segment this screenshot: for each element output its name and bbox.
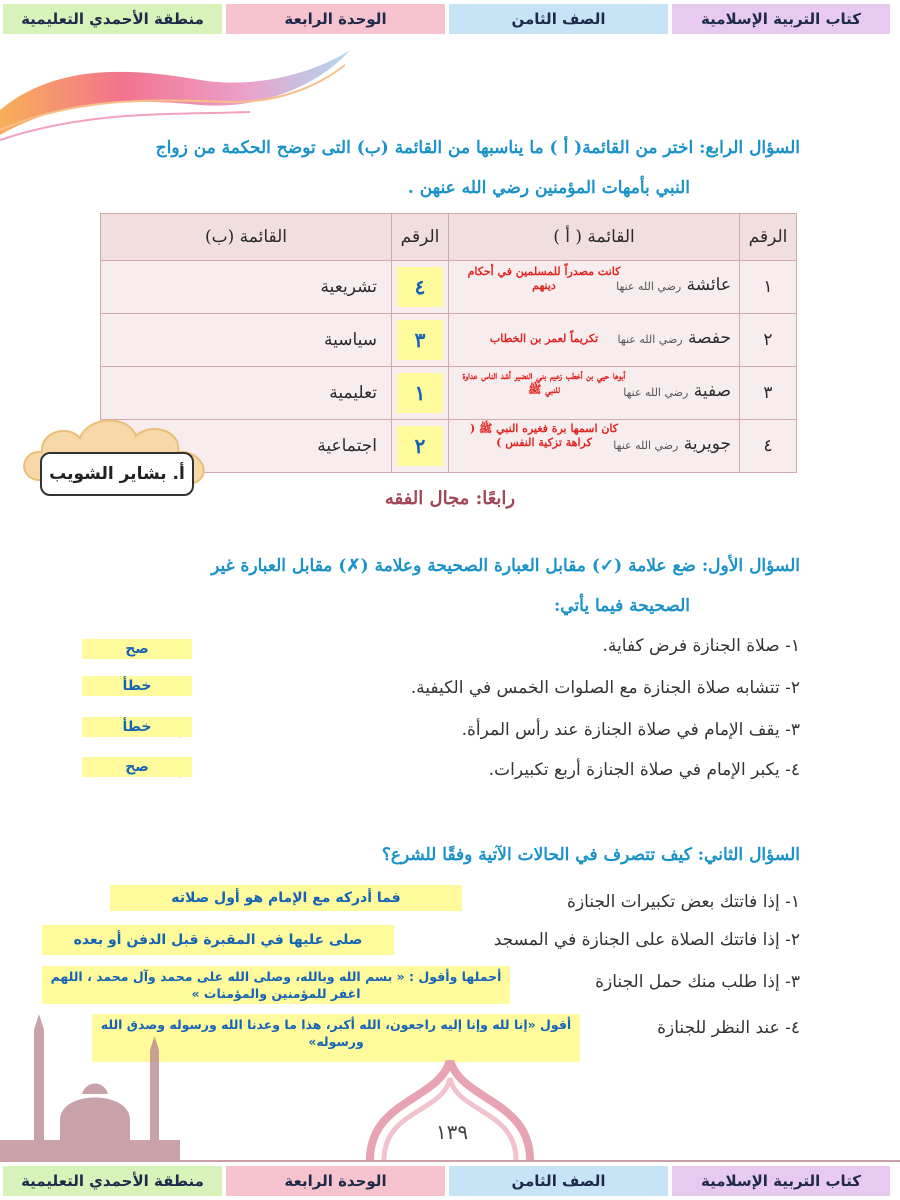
row-name — [619, 381, 731, 401]
q2-answer-3: أحملها وأقول : « بسم الله وبالله، وصلى الله على محمد وآل محمد ، اللهم اغفر للمؤمنين والمؤمنات » — [42, 966, 510, 1004]
wife-name: عائشة — [686, 275, 731, 295]
row-list-a — [449, 314, 740, 367]
header-book-title: كتاب التربية الإسلامية — [672, 4, 890, 34]
row-list-a — [449, 420, 740, 473]
wife-name: جويرية — [683, 434, 731, 454]
row-name — [614, 328, 731, 348]
page-number: ١٣٩ — [435, 1120, 469, 1144]
q2-answer-2: صلى عليها في المقبرة قبل الدفن أو بعده — [42, 925, 394, 955]
q1-answer-1: صح — [82, 639, 192, 659]
footer-unit: الوحدة الرابعة — [226, 1166, 445, 1196]
answer-box: ٣ — [397, 320, 443, 360]
row-num: ٢ — [740, 314, 797, 367]
q1-item-4: ٤- يكبر الإمام في صلاة الجنازة أربع تكبيرات. — [488, 760, 800, 780]
q1-answer-3: خطأ — [82, 717, 192, 737]
honorific: رضي الله عنها — [616, 280, 682, 293]
question1-line1: السؤال الأول: ضع علامة (✓) مقابل العبارة الصحيحة وعلامة (✗) مقابل العبارة غير — [211, 556, 800, 576]
q1-item-2: ٢- تتشابه صلاة الجنازة مع الصلوات الخمس في الكيفية. — [410, 678, 800, 698]
question2-title: السؤال الثاني: كيف تتصرف في الحالات الآتية وفقًا للشرع؟ — [381, 845, 800, 865]
table-row — [101, 314, 797, 367]
row-list-b: تعليمية — [101, 367, 392, 420]
header-grade: الصف الثامن — [449, 4, 668, 34]
row-note: كان اسمها برة فغيره النبي ﷺ ( كراهة تزكية النفس ) — [469, 422, 619, 449]
q2-item-2: ٢- إذا فاتتك الصلاة على الجنازة في المسجد — [493, 930, 800, 950]
footer-divider — [0, 1160, 900, 1162]
row-list-b: تشريعية — [101, 261, 392, 314]
footer-zone: منطقة الأحمدي التعليمية — [3, 1166, 222, 1196]
honorific: رضي الله عنها — [617, 333, 683, 346]
answer-box: ٤ — [397, 267, 443, 307]
row-note: تكريماً لعمر بن الخطاب — [489, 332, 599, 345]
header-bar — [0, 4, 900, 34]
answer-box: ١ — [397, 373, 443, 413]
question1-line2: الصحيحة فيما يأتي: — [553, 596, 690, 616]
question4-line1: السؤال الرابع: اختر من القائمة( أ ) ما يناسبها من القائمة (ب) التى توضح الحكمة من زواج — [155, 138, 800, 158]
q1-item-1: ١- صلاة الجنازة فرض كفاية. — [602, 636, 800, 656]
row-answer — [392, 314, 449, 367]
header-ref: الرقم — [392, 214, 449, 261]
table-header-row — [101, 214, 797, 261]
table-row — [101, 261, 797, 314]
honorific: رضي الله عنها — [623, 386, 689, 399]
q2-item-1: ١- إذا فاتتك بعض تكبيرات الجنازة — [567, 892, 800, 912]
row-note: أبوها حيي بن أخطب زعيم بني النضير أشد الناس عداوة للنبي ﷺ — [462, 369, 626, 396]
row-note: كانت مصدراً للمسلمين في أحكام دينهم — [467, 265, 621, 292]
q2-answer-1: فما أدركه مع الإمام هو أول صلاته — [110, 885, 462, 911]
q1-answer-4: صح — [82, 757, 192, 777]
question4-title — [100, 128, 800, 208]
footer-book-title: كتاب التربية الإسلامية — [672, 1166, 890, 1196]
question1-title — [90, 546, 800, 626]
teacher-name-badge: أ. بشاير الشويب — [40, 452, 194, 496]
wife-name: صفية — [693, 381, 731, 401]
row-list-a — [449, 261, 740, 314]
row-name — [612, 275, 731, 295]
section-title: رابعًا: مجال الفقه — [384, 488, 516, 509]
row-num: ١ — [740, 261, 797, 314]
footer-bar — [0, 1166, 900, 1196]
row-answer — [392, 367, 449, 420]
wife-name: حفصة — [688, 328, 731, 348]
row-list-a — [449, 367, 740, 420]
honorific: رضي الله عنها — [613, 439, 679, 452]
arch-decoration-icon — [360, 1060, 540, 1160]
row-answer — [392, 420, 449, 473]
question4-line2: النبي بأمهات المؤمنين رضي الله عنهن . — [407, 178, 690, 198]
header-list-a: القائمة ( أ ) — [449, 214, 740, 261]
header-list-b: القائمة (ب) — [101, 214, 392, 261]
q2-item-4: ٤- عند النظر للجنازة — [657, 1018, 800, 1038]
q2-answer-4: أقول «إنا لله وإنا إليه راجعون، الله أكبر، هذا ما وعدنا الله ورسوله وصدق الله ورسوله» — [92, 1014, 580, 1062]
row-list-b: سياسية — [101, 314, 392, 367]
q1-answer-2: خطأ — [82, 676, 192, 696]
row-num: ٣ — [740, 367, 797, 420]
mosque-silhouette-icon — [0, 1010, 180, 1160]
answer-box: ٢ — [397, 426, 443, 466]
header-zone: منطقة الأحمدي التعليمية — [3, 4, 222, 34]
row-list-b: اجتماعية — [101, 420, 392, 473]
header-unit: الوحدة الرابعة — [226, 4, 445, 34]
q2-item-3: ٣- إذا طلب منك حمل الجنازة — [595, 972, 800, 992]
row-num: ٤ — [740, 420, 797, 473]
row-answer — [392, 261, 449, 314]
q1-item-3: ٣- يقف الإمام في صلاة الجنازة عند رأس المرأة. — [461, 720, 800, 740]
header-num: الرقم — [740, 214, 797, 261]
footer-grade: الصف الثامن — [449, 1166, 668, 1196]
